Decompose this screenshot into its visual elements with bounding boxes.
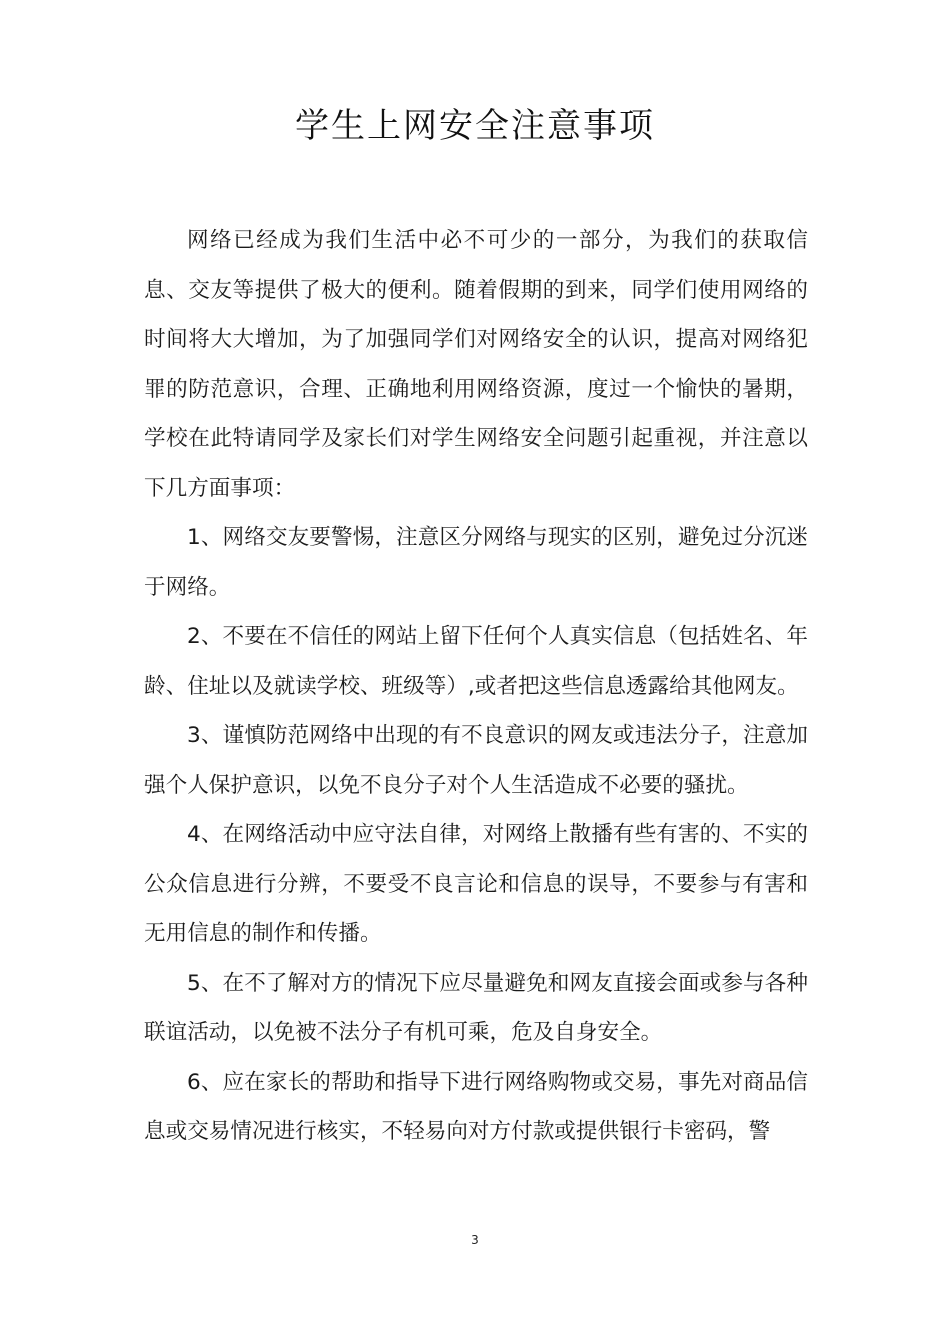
item-paragraph-3: 3、谨慎防范网络中出现的有不良意识的网友或违法分子，注意加强个人保护意识，以免不良分子对个人生活造成不必要的骚扰。 — [144, 723, 808, 798]
item-paragraph-2: 2、不要在不信任的网站上留下任何个人真实信息（包括姓名、年龄、住址以及就读学校、班级等）,或者把这些信息透露给其他网友。 — [144, 624, 808, 699]
item-paragraph-1: 1、网络交友要警惕，注意区分网络与现实的区别，避免过分沉迷于网络。 — [144, 525, 808, 600]
document-body — [144, 216, 808, 1157]
document-title: 学生上网安全注意事项 — [295, 106, 655, 146]
item-paragraph-5: 5、在不了解对方的情况下应尽量避免和网友直接会面或参与各种联谊活动，以免被不法分子有机可乘，危及自身安全。 — [144, 970, 808, 1045]
intro-paragraph: 网络已经成为我们生活中必不可少的一部分，为我们的获取信息、交友等提供了极大的便利。随着假期的到来，同学们使用网络的时间将大大增加，为了加强同学们对网络安全的认识，提高对网络犯罪的防范意识，合理、正确地利用网络资源，度过一个愉快的暑期，学校在此特请同学及家长们对学生网络安全问题引起重视，并注意以下几方面事项： — [144, 228, 808, 501]
page-number: 3 — [471, 1233, 479, 1247]
item-paragraph-6: 6、应在家长的帮助和指导下进行网络购物或交易，事先对商品信息或交易情况进行核实，不轻易向对方付款或提供银行卡密码，警 — [144, 1069, 808, 1144]
item-paragraph-4: 4、在网络活动中应守法自律，对网络上散播有些有害的、不实的公众信息进行分辨，不要受不良言论和信息的误导，不要参与有害和无用信息的制作和传播。 — [144, 822, 808, 946]
